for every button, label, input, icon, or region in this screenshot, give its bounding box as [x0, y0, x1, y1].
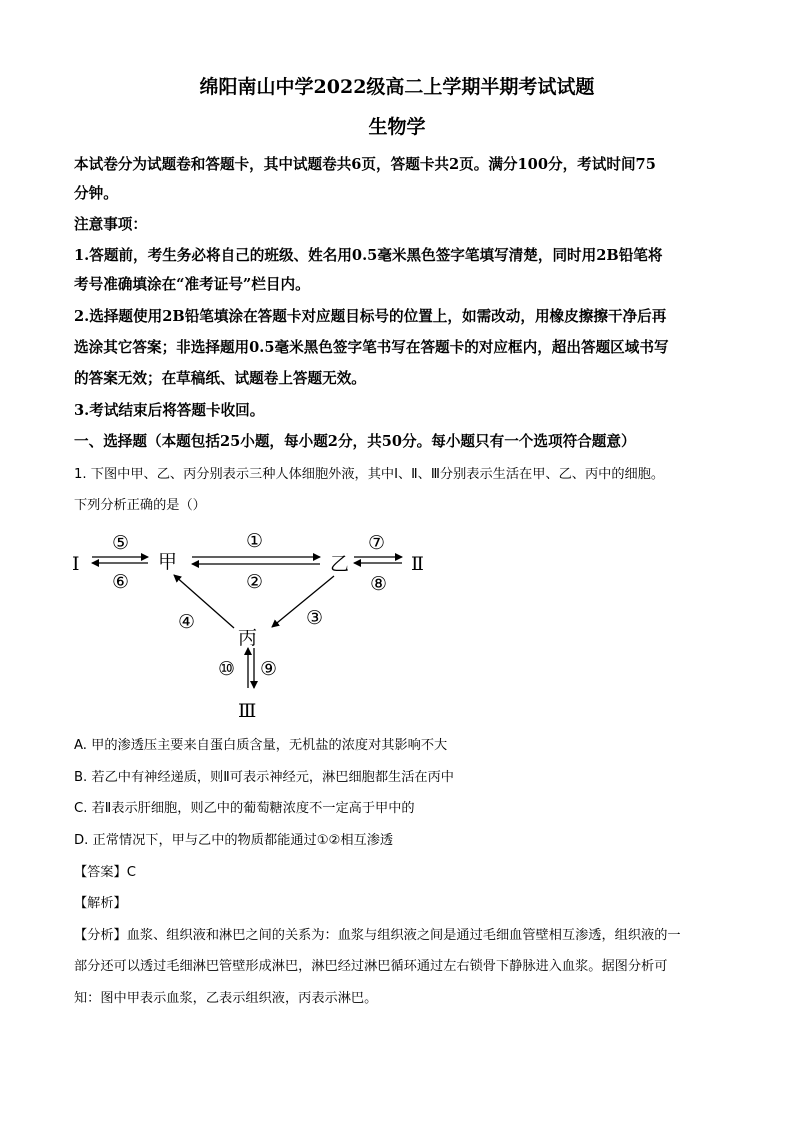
option-c: C. 若Ⅱ表示肝细胞，则乙中的葡萄糖浓度不一定高于甲中的 — [74, 801, 415, 816]
node-jia: 甲 — [158, 551, 178, 573]
notice-item-2-line-1: 2.选择题使用2B铅笔填涂在答题卡对应题目标号的位置上，如需改动，用橡皮擦擦干净后再 — [74, 308, 667, 325]
intro-line-2: 分钟。 — [74, 185, 118, 202]
body-fluid-diagram — [62, 520, 452, 725]
option-a: A. 甲的渗透压主要来自蛋白质含量，无机盐的浓度对其影响不大 — [74, 738, 448, 753]
label-2: ② — [246, 571, 264, 593]
label-4: ④ — [178, 611, 196, 633]
analysis-line-2: 部分还可以透过毛细淋巴管壁形成淋巴，淋巴经过淋巴循环通过左右锁骨下静脉进入血浆。据图分析可 — [74, 959, 668, 974]
label-9: ⑨ — [260, 658, 278, 680]
label-6: ⑥ — [112, 571, 130, 593]
analysis-line-1: 【分析】血浆、组织液和淋巴之间的关系为：血浆与组织液之间是通过毛细血管壁相互渗透，组织液的一 — [74, 928, 681, 943]
notice-item-1-line-1: 1.答题前，考生务必将自己的班级、姓名用0.5毫米黑色签字笔填写清楚，同时用2B铅笔将 — [74, 247, 663, 264]
cell-II: Ⅱ — [411, 553, 424, 575]
analysis-heading: 【解析】 — [74, 896, 127, 911]
node-yi: 乙 — [330, 553, 350, 575]
cell-III: Ⅲ — [238, 700, 257, 722]
intro-line-1: 本试卷分为试题卷和答题卡，其中试题卷共6页，答题卡共2页。满分100分，考试时间75 — [74, 156, 656, 173]
option-d: D. 正常情况下，甲与乙中的物质都能通过①②相互渗透 — [74, 833, 394, 848]
arrow-3-line — [272, 576, 334, 627]
label-8: ⑧ — [370, 573, 388, 595]
notice-item-3: 3.考试结束后将答题卡收回。 — [74, 402, 265, 419]
option-b: B. 若乙中有神经递质，则Ⅱ可表示神经元，淋巴细胞都生活在丙中 — [74, 770, 454, 785]
question-1-stem-line-2: 下列分析正确的是（） — [74, 498, 206, 513]
section-heading: 一、选择题（本题包括25小题，每小题2分，共50分。每小题只有一个选项符合题意） — [74, 433, 636, 450]
question-1-stem-line-1: 1. 下图中甲、乙、丙分别表示三种人体细胞外液，其中Ⅰ、Ⅱ、Ⅲ分别表示生活在甲、乙、丙中的细胞。 — [74, 467, 665, 482]
notice-item-2-line-2: 选涂其它答案；非选择题用0.5毫米黑色签字笔书写在答题卡的对应框内，超出答题区域书写 — [74, 339, 669, 356]
node-bing: 丙 — [238, 627, 258, 649]
label-5: ⑤ — [112, 532, 130, 554]
label-1: ① — [246, 530, 264, 552]
exam-title: 绵阳南山中学2022级高二上学期半期考试试题 — [199, 76, 595, 98]
cell-I: Ⅰ — [72, 553, 80, 575]
notice-item-2-line-3: 的答案无效；在草稿纸、试题卷上答题无效。 — [74, 370, 366, 387]
label-3: ③ — [306, 607, 324, 629]
notice-heading: 注意事项： — [74, 216, 147, 233]
subject-title: 生物学 — [368, 116, 426, 138]
analysis-line-3: 知：图中甲表示血浆，乙表示组织液，丙表示淋巴。 — [74, 991, 378, 1006]
answer-label: 【答案】C — [74, 865, 136, 880]
notice-item-1-line-2: 考号准确填涂在“准考证号”栏目内。 — [74, 276, 310, 293]
label-7: ⑦ — [368, 532, 386, 554]
label-10: ⑩ — [218, 658, 236, 680]
